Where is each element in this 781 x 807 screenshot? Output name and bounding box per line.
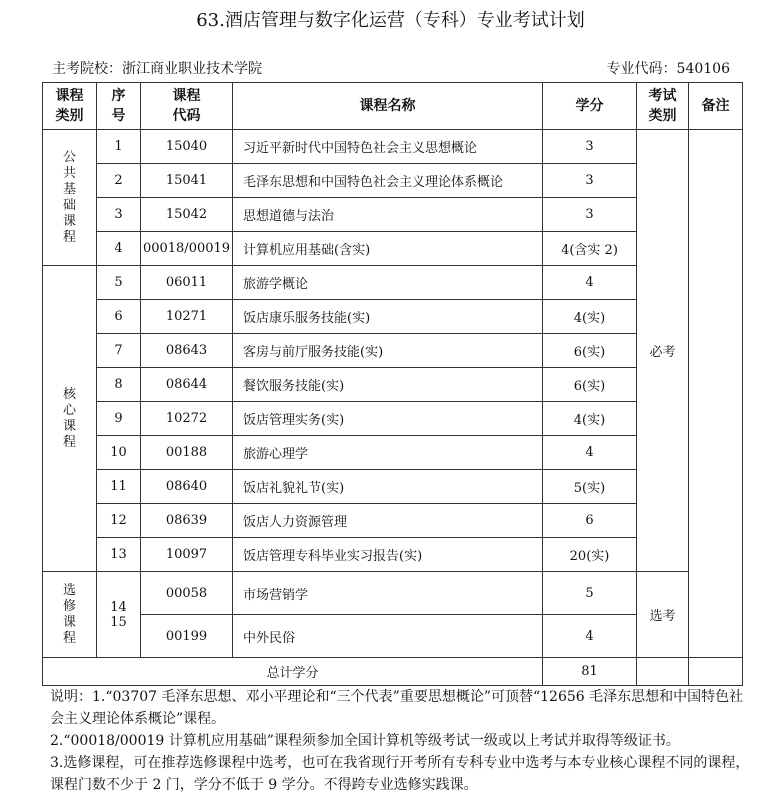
total-exam-type-cell (637, 658, 689, 686)
code-cell: 00188 (141, 436, 233, 470)
credit-cell: 4(实) (543, 300, 637, 334)
credit-cell: 3 (543, 164, 637, 198)
seq-cell: 12 (97, 504, 141, 538)
total-value: 81 (543, 658, 637, 686)
page-title: 63.酒店管理与数字化运营（专科）专业考试计划 (196, 10, 585, 31)
elective-seq-cell: 14 15 (97, 572, 141, 658)
credit-cell: 6(实) (543, 334, 637, 368)
notes-section (50, 686, 750, 796)
name-cell: 习近平新时代中国特色社会主义思想概论 (233, 130, 543, 164)
total-remark-cell (689, 658, 743, 686)
code-cell: 00199 (141, 615, 233, 658)
seq-cell: 6 (97, 300, 141, 334)
name-cell: 饭店康乐服务技能(实) (233, 300, 543, 334)
name-cell: 毛泽东思想和中国特色社会主义理论体系概论 (233, 164, 543, 198)
name-cell: 饭店礼貌礼节(实) (233, 470, 543, 504)
header-name: 课程名称 (233, 83, 543, 130)
major-code-label: 专业代码：540106 (606, 61, 730, 77)
group-elective: 选修课程 (43, 572, 97, 658)
table-row (43, 130, 743, 164)
exam-type-required: 必考 (637, 130, 689, 572)
note-2: 2.“00018/00019 计算机应用基础”课程须参加全国计算机等级考试一级或以上考试并取得等级证书。 (50, 733, 680, 749)
table-row (43, 572, 743, 615)
credit-cell: 5(实) (543, 470, 637, 504)
group-core: 核心课程 (43, 266, 97, 572)
code-cell: 08640 (141, 470, 233, 504)
seq-cell: 3 (97, 198, 141, 232)
credit-cell: 4(含实 2) (543, 232, 637, 266)
seq-cell: 4 (97, 232, 141, 266)
seq-cell: 13 (97, 538, 141, 572)
remark-cell (689, 130, 743, 658)
name-cell: 旅游心理学 (233, 436, 543, 470)
code-cell: 00018/00019 (141, 232, 233, 266)
note-3: 3.选修课程，可在推荐选修课程中选考，也可在我省现行开考所有专科专业中选考与本专业核心课程不同的课程，课程门数不少于 2 门，学分不低于 9 学分。不得跨专业选修实践课。 (50, 755, 750, 793)
seq-cell: 10 (97, 436, 141, 470)
header-remark: 备注 (689, 83, 743, 130)
seq-cell: 2 (97, 164, 141, 198)
seq-cell: 8 (97, 368, 141, 402)
seq-cell: 11 (97, 470, 141, 504)
code-cell: 08643 (141, 334, 233, 368)
code-cell: 10271 (141, 300, 233, 334)
credit-cell: 3 (543, 198, 637, 232)
total-label: 总计学分 (43, 658, 543, 686)
seq-cell: 7 (97, 334, 141, 368)
name-cell: 餐饮服务技能(实) (233, 368, 543, 402)
name-cell: 思想道德与法治 (233, 198, 543, 232)
name-cell: 计算机应用基础(含实) (233, 232, 543, 266)
note-1: 说明：1.“03707 毛泽东思想、邓小平理论和“三个代表”重要思想概论”可顶替“12656 毛泽东思想和中国特色社会主义理论体系概论”课程。 (50, 689, 744, 727)
credit-cell: 6 (543, 504, 637, 538)
seq-cell: 9 (97, 402, 141, 436)
name-cell: 客房与前厅服务技能(实) (233, 334, 543, 368)
code-cell: 10097 (141, 538, 233, 572)
code-cell: 15040 (141, 130, 233, 164)
code-cell: 08639 (141, 504, 233, 538)
credit-cell: 6(实) (543, 368, 637, 402)
exam-type-elective: 选考 (637, 572, 689, 658)
header-seq: 序 号 (97, 83, 141, 130)
header-category: 课程 类别 (43, 83, 97, 130)
credit-cell: 4(实) (543, 402, 637, 436)
code-cell: 06011 (141, 266, 233, 300)
header-credit: 学分 (543, 83, 637, 130)
header-exam-type: 考试 类别 (637, 83, 689, 130)
code-cell: 00058 (141, 572, 233, 615)
code-cell: 15041 (141, 164, 233, 198)
name-cell: 饭店管理专科毕业实习报告(实) (233, 538, 543, 572)
code-cell: 15042 (141, 198, 233, 232)
school-label: 主考院校：浙江商业职业技术学院 (52, 61, 262, 77)
group-public: 公共基础课程 (43, 130, 97, 266)
credit-cell: 5 (543, 572, 637, 615)
seq-cell: 1 (97, 130, 141, 164)
code-cell: 08644 (141, 368, 233, 402)
exam-plan-table (42, 82, 743, 686)
name-cell: 饭店人力资源管理 (233, 504, 543, 538)
credit-cell: 4 (543, 266, 637, 300)
name-cell: 中外民俗 (233, 615, 543, 658)
total-row (43, 658, 743, 686)
seq-cell: 5 (97, 266, 141, 300)
name-cell: 市场营销学 (233, 572, 543, 615)
header-row (43, 83, 743, 130)
code-cell: 10272 (141, 402, 233, 436)
name-cell: 饭店管理实务(实) (233, 402, 543, 436)
credit-cell: 20(实) (543, 538, 637, 572)
name-cell: 旅游学概论 (233, 266, 543, 300)
credit-cell: 3 (543, 130, 637, 164)
credit-cell: 4 (543, 436, 637, 470)
header-code: 课程 代码 (141, 83, 233, 130)
credit-cell: 4 (543, 615, 637, 658)
